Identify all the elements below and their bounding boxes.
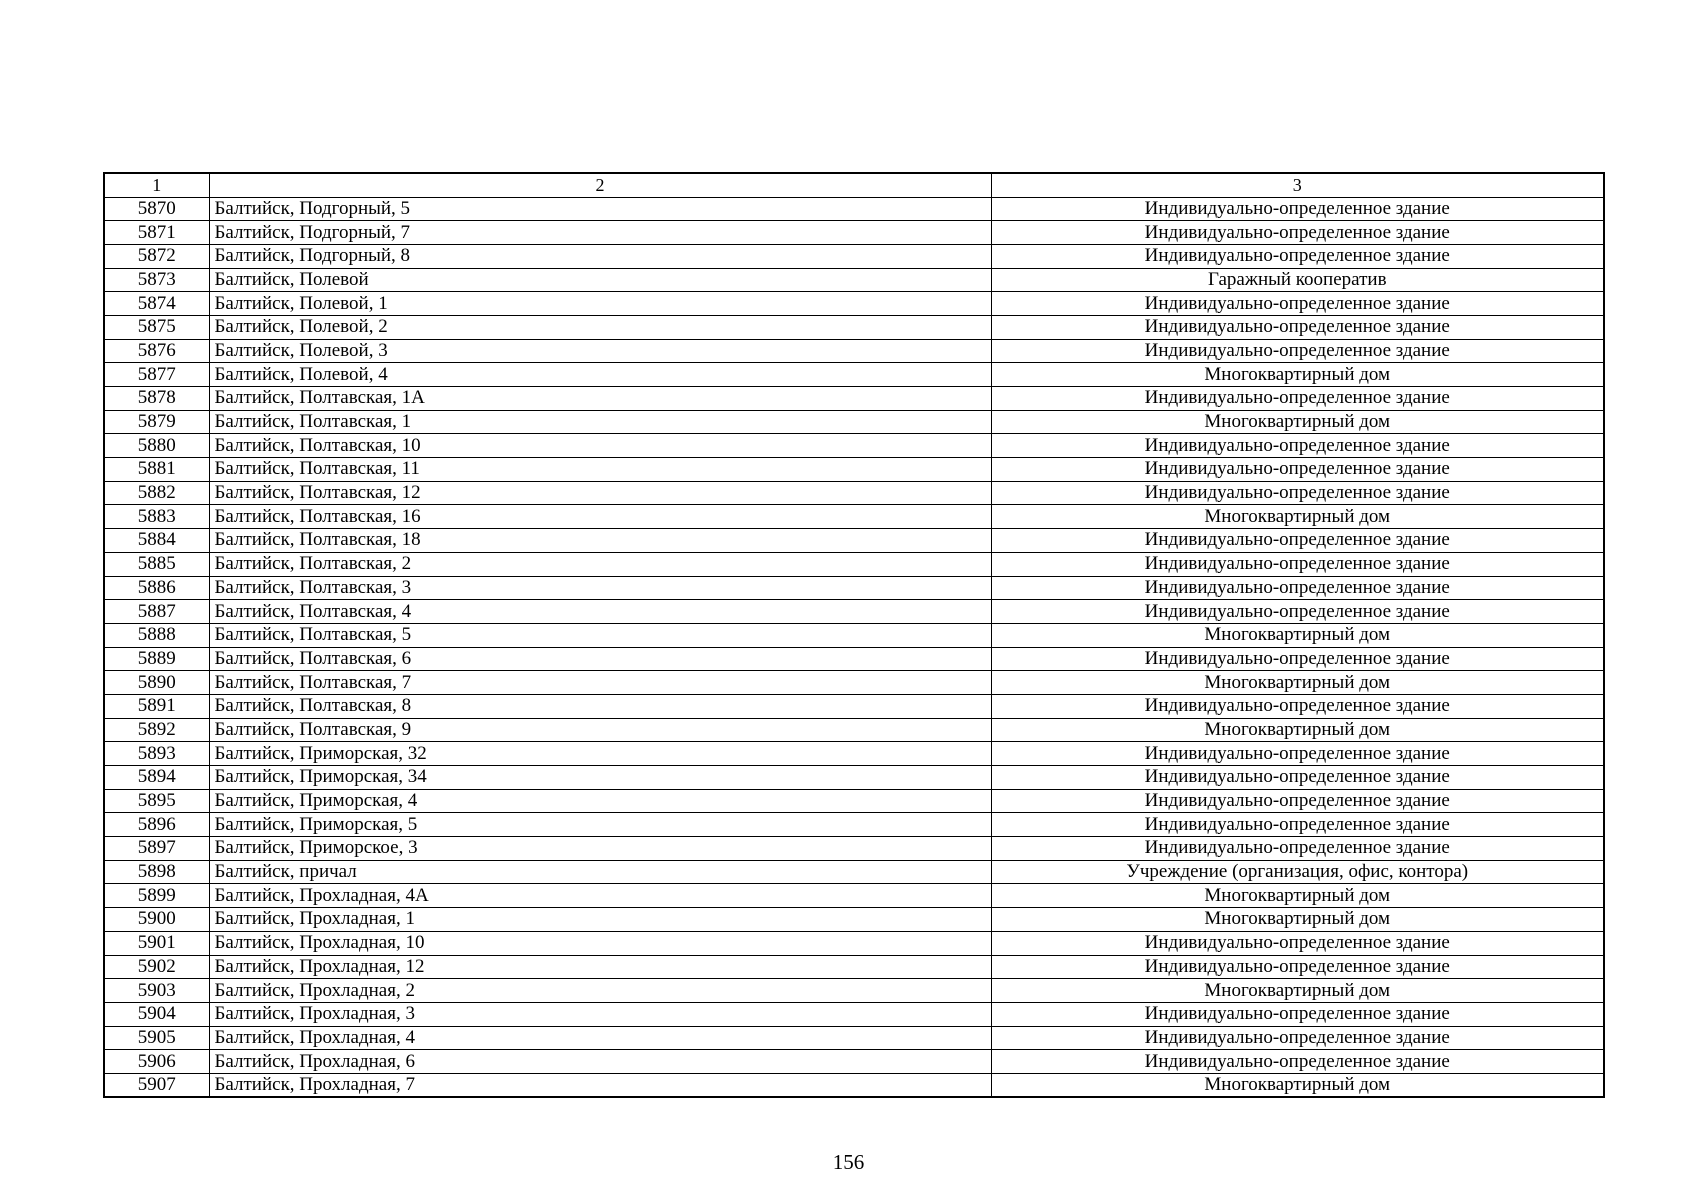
building-type-cell: Индивидуально-определенное здание [991, 1002, 1604, 1026]
address-cell: Балтийск, Прохладная, 2 [209, 979, 991, 1003]
building-type-cell: Многоквартирный дом [991, 363, 1604, 387]
address-cell: Балтийск, Приморское, 3 [209, 837, 991, 861]
address-cell: Балтийск, Полтавская, 11 [209, 458, 991, 482]
address-cell: Балтийск, Приморская, 32 [209, 742, 991, 766]
row-number-cell: 5890 [104, 671, 209, 695]
address-cell: Балтийск, Приморская, 34 [209, 766, 991, 790]
address-cell: Балтийск, Полтавская, 3 [209, 576, 991, 600]
row-number-cell: 5903 [104, 979, 209, 1003]
row-number-cell: 5891 [104, 694, 209, 718]
building-type-cell: Многоквартирный дом [991, 410, 1604, 434]
table-row [104, 766, 1604, 790]
row-number-cell: 5878 [104, 387, 209, 411]
row-number-cell: 5889 [104, 647, 209, 671]
row-number-cell: 5880 [104, 434, 209, 458]
table-row [104, 789, 1604, 813]
row-number-cell: 5879 [104, 410, 209, 434]
building-type-cell: Индивидуально-определенное здание [991, 244, 1604, 268]
row-number-cell: 5881 [104, 458, 209, 482]
address-cell: Балтийск, Приморская, 4 [209, 789, 991, 813]
table-row [104, 718, 1604, 742]
building-type-cell: Многоквартирный дом [991, 718, 1604, 742]
table-row [104, 221, 1604, 245]
row-number-cell: 5892 [104, 718, 209, 742]
row-number-cell: 5873 [104, 268, 209, 292]
address-cell: Балтийск, Полтавская, 12 [209, 481, 991, 505]
row-number-cell: 5888 [104, 623, 209, 647]
table-header-row [104, 173, 1604, 197]
building-type-cell: Индивидуально-определенное здание [991, 315, 1604, 339]
address-cell: Балтийск, Полтавская, 18 [209, 529, 991, 553]
row-number-cell: 5894 [104, 766, 209, 790]
building-type-cell: Индивидуально-определенное здание [991, 600, 1604, 624]
row-number-cell: 5872 [104, 244, 209, 268]
table-row [104, 197, 1604, 221]
address-cell: Балтийск, Подгорный, 8 [209, 244, 991, 268]
row-number-cell: 5885 [104, 552, 209, 576]
header-cell-3: 3 [991, 173, 1604, 197]
building-type-cell: Индивидуально-определенное здание [991, 434, 1604, 458]
row-number-cell: 5874 [104, 292, 209, 316]
address-cell: Балтийск, Полтавская, 5 [209, 623, 991, 647]
building-type-cell: Многоквартирный дом [991, 671, 1604, 695]
address-cell: Балтийск, Полтавская, 7 [209, 671, 991, 695]
table-body [104, 173, 1604, 1097]
building-type-cell: Индивидуально-определенное здание [991, 837, 1604, 861]
row-number-cell: 5870 [104, 197, 209, 221]
row-number-cell: 5893 [104, 742, 209, 766]
table-row [104, 458, 1604, 482]
row-number-cell: 5877 [104, 363, 209, 387]
building-type-cell: Индивидуально-определенное здание [991, 387, 1604, 411]
building-type-cell: Индивидуально-определенное здание [991, 742, 1604, 766]
row-number-cell: 5896 [104, 813, 209, 837]
building-type-cell: Индивидуально-определенное здание [991, 576, 1604, 600]
row-number-cell: 5902 [104, 955, 209, 979]
building-type-cell: Учреждение (организация, офис, контора) [991, 860, 1604, 884]
table-row [104, 363, 1604, 387]
address-cell: Балтийск, Полтавская, 8 [209, 694, 991, 718]
table-row [104, 292, 1604, 316]
building-type-cell: Индивидуально-определенное здание [991, 931, 1604, 955]
row-number-cell: 5882 [104, 481, 209, 505]
building-type-cell: Индивидуально-определенное здание [991, 955, 1604, 979]
address-cell: Балтийск, Полтавская, 16 [209, 505, 991, 529]
table-row [104, 1026, 1604, 1050]
address-cell: Балтийск, Полтавская, 9 [209, 718, 991, 742]
header-cell-1: 1 [104, 173, 209, 197]
building-type-cell: Индивидуально-определенное здание [991, 1026, 1604, 1050]
header-cell-2: 2 [209, 173, 991, 197]
page-number: 156 [832, 1150, 865, 1174]
address-cell: Балтийск, Полтавская, 1 [209, 410, 991, 434]
table-row [104, 410, 1604, 434]
address-cell: Балтийск, Полевой [209, 268, 991, 292]
table-row [104, 884, 1604, 908]
building-type-cell: Индивидуально-определенное здание [991, 647, 1604, 671]
row-number-cell: 5898 [104, 860, 209, 884]
building-type-cell: Индивидуально-определенное здание [991, 766, 1604, 790]
building-type-cell: Индивидуально-определенное здание [991, 529, 1604, 553]
building-type-cell: Индивидуально-определенное здание [991, 292, 1604, 316]
row-number-cell: 5884 [104, 529, 209, 553]
building-type-cell: Многоквартирный дом [991, 979, 1604, 1003]
row-number-cell: 5901 [104, 931, 209, 955]
table-row [104, 694, 1604, 718]
table-row [104, 623, 1604, 647]
address-cell: Балтийск, Прохладная, 6 [209, 1050, 991, 1074]
row-number-cell: 5907 [104, 1073, 209, 1097]
row-number-cell: 5871 [104, 221, 209, 245]
row-number-cell: 5905 [104, 1026, 209, 1050]
address-cell: Балтийск, Полтавская, 6 [209, 647, 991, 671]
table-row [104, 742, 1604, 766]
table-row [104, 268, 1604, 292]
registry-table [103, 172, 1605, 1098]
table-row [104, 837, 1604, 861]
row-number-cell: 5900 [104, 908, 209, 932]
building-type-cell: Индивидуально-определенное здание [991, 813, 1604, 837]
building-type-cell: Индивидуально-определенное здание [991, 221, 1604, 245]
row-number-cell: 5875 [104, 315, 209, 339]
building-type-cell: Индивидуально-определенное здание [991, 694, 1604, 718]
table-row [104, 979, 1604, 1003]
address-cell: Балтийск, Прохладная, 7 [209, 1073, 991, 1097]
address-cell: Балтийск, Прохладная, 12 [209, 955, 991, 979]
row-number-cell: 5897 [104, 837, 209, 861]
address-cell: Балтийск, Полтавская, 10 [209, 434, 991, 458]
building-type-cell: Индивидуально-определенное здание [991, 552, 1604, 576]
row-number-cell: 5899 [104, 884, 209, 908]
address-cell: Балтийск, Полевой, 2 [209, 315, 991, 339]
table-row [104, 576, 1604, 600]
address-cell: Балтийск, Прохладная, 4А [209, 884, 991, 908]
address-cell: Балтийск, Прохладная, 3 [209, 1002, 991, 1026]
address-cell: Балтийск, Подгорный, 7 [209, 221, 991, 245]
building-type-cell: Индивидуально-определенное здание [991, 197, 1604, 221]
building-type-cell: Многоквартирный дом [991, 505, 1604, 529]
table-row [104, 244, 1604, 268]
building-type-cell: Индивидуально-определенное здание [991, 1050, 1604, 1074]
address-cell: Балтийск, Полевой, 4 [209, 363, 991, 387]
address-cell: Балтийск, Полевой, 1 [209, 292, 991, 316]
address-cell: Балтийск, Прохладная, 10 [209, 931, 991, 955]
row-number-cell: 5887 [104, 600, 209, 624]
table-row [104, 955, 1604, 979]
address-cell: Балтийск, причал [209, 860, 991, 884]
row-number-cell: 5895 [104, 789, 209, 813]
address-cell: Балтийск, Приморская, 5 [209, 813, 991, 837]
table-row [104, 1002, 1604, 1026]
table-row [104, 505, 1604, 529]
table-row [104, 434, 1604, 458]
row-number-cell: 5876 [104, 339, 209, 363]
table-row [104, 931, 1604, 955]
table-row [104, 387, 1604, 411]
table-row [104, 339, 1604, 363]
table-row [104, 529, 1604, 553]
building-type-cell: Индивидуально-определенное здание [991, 789, 1604, 813]
table-row [104, 908, 1604, 932]
building-type-cell: Многоквартирный дом [991, 623, 1604, 647]
building-type-cell: Многоквартирный дом [991, 908, 1604, 932]
address-cell: Балтийск, Полтавская, 1А [209, 387, 991, 411]
address-cell: Балтийск, Прохладная, 1 [209, 908, 991, 932]
table-row [104, 860, 1604, 884]
address-cell: Балтийск, Полевой, 3 [209, 339, 991, 363]
building-type-cell: Индивидуально-определенное здание [991, 339, 1604, 363]
address-cell: Балтийск, Полтавская, 2 [209, 552, 991, 576]
address-cell: Балтийск, Полтавская, 4 [209, 600, 991, 624]
table-row [104, 600, 1604, 624]
row-number-cell: 5886 [104, 576, 209, 600]
table-row [104, 813, 1604, 837]
row-number-cell: 5906 [104, 1050, 209, 1074]
address-cell: Балтийск, Прохладная, 4 [209, 1026, 991, 1050]
table-row [104, 481, 1604, 505]
table-row [104, 315, 1604, 339]
table-row [104, 1050, 1604, 1074]
row-number-cell: 5883 [104, 505, 209, 529]
table-row [104, 671, 1604, 695]
table-row [104, 552, 1604, 576]
row-number-cell: 5904 [104, 1002, 209, 1026]
building-type-cell: Многоквартирный дом [991, 1073, 1604, 1097]
building-type-cell: Гаражный кооператив [991, 268, 1604, 292]
building-type-cell: Многоквартирный дом [991, 884, 1604, 908]
building-type-cell: Индивидуально-определенное здание [991, 458, 1604, 482]
table-row [104, 647, 1604, 671]
address-cell: Балтийск, Подгорный, 5 [209, 197, 991, 221]
table-row [104, 1073, 1604, 1097]
building-type-cell: Индивидуально-определенное здание [991, 481, 1604, 505]
